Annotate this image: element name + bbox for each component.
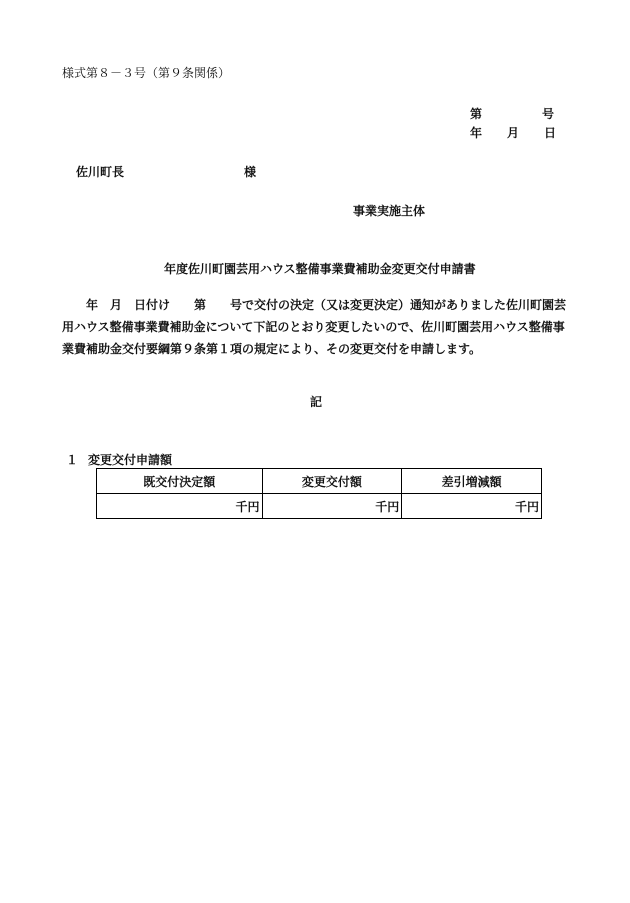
number-go-label: 号	[542, 107, 555, 121]
addressee-honorific: 様	[244, 165, 257, 179]
form-number: 様式第８－３号（第９条関係）	[62, 66, 231, 80]
table-header-row	[97, 469, 542, 494]
section-number: １	[66, 453, 79, 467]
header-previous-grant: 既交付決定額	[97, 469, 263, 494]
cell-revised-grant: 千円	[262, 494, 402, 519]
number-dai-label: 第	[470, 107, 483, 121]
date-day-label: 日	[544, 126, 557, 140]
amounts-table	[96, 468, 542, 519]
header-difference: 差引増減額	[402, 469, 542, 494]
addressee-name: 佐川町長	[76, 165, 125, 179]
table-row	[97, 494, 542, 519]
cell-previous-grant: 千円	[97, 494, 263, 519]
cell-difference: 千円	[402, 494, 542, 519]
header-revised-grant: 変更交付額	[262, 469, 402, 494]
section-label: 変更交付申請額	[88, 453, 173, 467]
ki-heading: 記	[310, 395, 323, 409]
document-title: 年度佐川町園芸用ハウス整備事業費補助金変更交付申請書	[164, 262, 476, 276]
date-month-label: 月	[507, 126, 520, 140]
body-paragraph: 年 月 日付け 第 号で交付の決定（又は変更決定）通知がありました佐川町園芸用ハウス整備事業費補助金について下記のとおり変更したいので、佐川町園芸用ハウス整備事業費補助金交付要綱第９条第１項の規定により、その変更交付を申請します。	[62, 298, 567, 356]
date-year-label: 年	[470, 126, 483, 140]
applicant-label: 事業実施主体	[353, 204, 426, 218]
